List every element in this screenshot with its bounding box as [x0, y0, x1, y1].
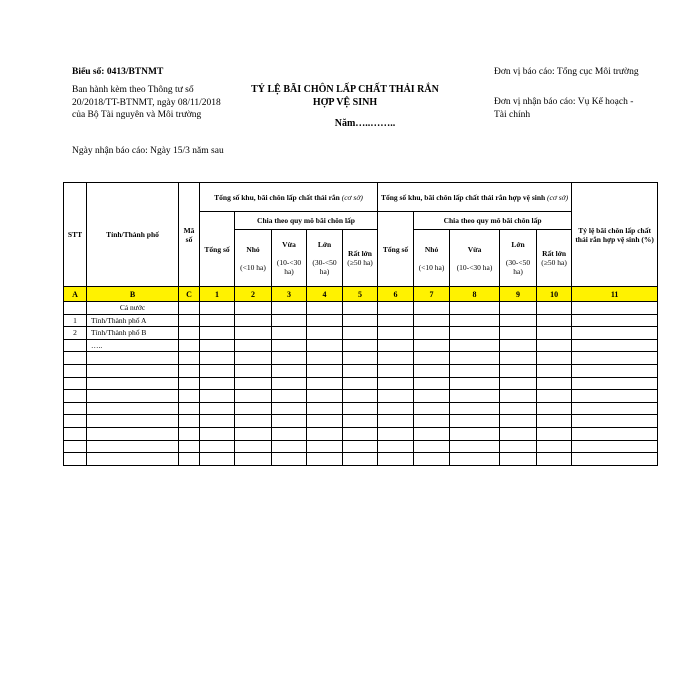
- row-value-cell[interactable]: [500, 314, 537, 327]
- row-value-cell[interactable]: [307, 339, 343, 352]
- row-value-cell[interactable]: [572, 327, 658, 340]
- row-value-cell[interactable]: [200, 314, 235, 327]
- row-value-cell[interactable]: [235, 453, 272, 466]
- table-row: [64, 339, 658, 352]
- header-total-all: Tổng số: [200, 212, 235, 287]
- column-index-cell: A: [64, 287, 87, 302]
- column-index-cell: C: [179, 287, 200, 302]
- row-value-cell[interactable]: [272, 327, 307, 340]
- column-index-cell: 4: [307, 287, 343, 302]
- row-value-cell[interactable]: [343, 390, 378, 403]
- row-value-cell[interactable]: [307, 364, 343, 377]
- row-value-cell[interactable]: [572, 352, 658, 365]
- row-value-cell[interactable]: [572, 415, 658, 428]
- row-value-cell[interactable]: [572, 427, 658, 440]
- header-province: Tỉnh/Thành phố: [87, 183, 179, 287]
- row-province-name[interactable]: Cả nước: [87, 302, 179, 315]
- row-stt[interactable]: [64, 402, 87, 415]
- row-value-cell[interactable]: [343, 302, 378, 315]
- row-value-cell[interactable]: [414, 377, 450, 390]
- row-value-cell[interactable]: [179, 327, 200, 340]
- row-value-cell[interactable]: [307, 390, 343, 403]
- row-stt[interactable]: [64, 453, 87, 466]
- table-row: [64, 314, 658, 327]
- row-province-name[interactable]: [87, 364, 179, 377]
- row-value-cell[interactable]: [235, 339, 272, 352]
- row-value-cell[interactable]: [414, 327, 450, 340]
- row-value-cell[interactable]: [414, 339, 450, 352]
- row-value-cell[interactable]: [450, 339, 500, 352]
- row-stt[interactable]: [64, 427, 87, 440]
- header-very-large-hygienic: Rất lớn (≥50 ha): [537, 230, 572, 287]
- column-index-row: [64, 287, 658, 302]
- row-value-cell[interactable]: [378, 339, 414, 352]
- row-value-cell[interactable]: [235, 352, 272, 365]
- received-date-note: Ngày nhận báo cáo: Ngày 15/3 năm sau: [72, 146, 224, 156]
- row-stt[interactable]: [64, 364, 87, 377]
- row-value-cell[interactable]: [500, 453, 537, 466]
- row-value-cell[interactable]: [500, 390, 537, 403]
- row-value-cell[interactable]: [500, 327, 537, 340]
- row-value-cell[interactable]: [200, 440, 235, 453]
- column-index-cell: 8: [450, 287, 500, 302]
- row-value-cell[interactable]: [343, 314, 378, 327]
- row-value-cell[interactable]: [450, 377, 500, 390]
- row-value-cell[interactable]: [378, 440, 414, 453]
- row-value-cell[interactable]: [179, 402, 200, 415]
- header-code: Mã số: [179, 183, 200, 287]
- row-value-cell[interactable]: [450, 302, 500, 315]
- row-value-cell[interactable]: [414, 415, 450, 428]
- row-value-cell[interactable]: [500, 302, 537, 315]
- row-value-cell[interactable]: [343, 415, 378, 428]
- report-year: Năm…..……..: [334, 118, 396, 129]
- header-total-hygienic: Tổng số: [378, 212, 414, 287]
- row-value-cell[interactable]: [200, 339, 235, 352]
- row-value-cell[interactable]: [500, 440, 537, 453]
- row-value-cell[interactable]: [572, 453, 658, 466]
- row-value-cell[interactable]: [414, 364, 450, 377]
- row-value-cell[interactable]: [414, 302, 450, 315]
- row-province-name[interactable]: [87, 415, 179, 428]
- row-stt[interactable]: [64, 302, 87, 315]
- row-value-cell[interactable]: [235, 402, 272, 415]
- row-province-name[interactable]: [87, 377, 179, 390]
- header-group-all: Tổng số khu, bãi chôn lấp chất thải rắn (cơ sở): [200, 183, 378, 212]
- row-value-cell[interactable]: [307, 427, 343, 440]
- row-value-cell[interactable]: [235, 390, 272, 403]
- row-value-cell[interactable]: [272, 415, 307, 428]
- row-value-cell[interactable]: [450, 453, 500, 466]
- row-value-cell[interactable]: [343, 364, 378, 377]
- column-index-cell: B: [87, 287, 179, 302]
- row-province-name[interactable]: [87, 427, 179, 440]
- row-value-cell[interactable]: [200, 377, 235, 390]
- row-value-cell[interactable]: [179, 390, 200, 403]
- row-value-cell[interactable]: [414, 427, 450, 440]
- header-large-hygienic: Lớn (30-<50 ha): [500, 230, 537, 287]
- row-value-cell[interactable]: [343, 352, 378, 365]
- row-value-cell[interactable]: [378, 314, 414, 327]
- table-row: [64, 327, 658, 340]
- row-value-cell[interactable]: [235, 415, 272, 428]
- row-value-cell[interactable]: [235, 440, 272, 453]
- table-row: [64, 377, 658, 390]
- row-value-cell[interactable]: [272, 453, 307, 466]
- header-medium-all: Vừa (10-<30 ha): [272, 230, 307, 287]
- header-small-all: Nhỏ (<10 ha): [235, 230, 272, 287]
- table-row: [64, 440, 658, 453]
- row-value-cell[interactable]: [200, 302, 235, 315]
- row-value-cell[interactable]: [343, 339, 378, 352]
- row-value-cell[interactable]: [572, 440, 658, 453]
- row-value-cell[interactable]: [200, 427, 235, 440]
- column-index-cell: 2: [235, 287, 272, 302]
- row-value-cell[interactable]: [537, 440, 572, 453]
- row-value-cell[interactable]: [179, 415, 200, 428]
- row-value-cell[interactable]: [378, 390, 414, 403]
- row-value-cell[interactable]: [307, 440, 343, 453]
- row-value-cell[interactable]: [414, 440, 450, 453]
- row-value-cell[interactable]: [307, 327, 343, 340]
- row-province-name[interactable]: Tỉnh/Thành phố A: [87, 314, 179, 327]
- row-value-cell[interactable]: [272, 339, 307, 352]
- column-index-cell: 5: [343, 287, 378, 302]
- row-value-cell[interactable]: [450, 415, 500, 428]
- row-province-name[interactable]: [87, 402, 179, 415]
- row-value-cell[interactable]: [537, 377, 572, 390]
- row-value-cell[interactable]: [450, 440, 500, 453]
- header-rate: Tỷ lệ bãi chôn lấp chất thải rắn hợp vệ sinh (%): [572, 183, 658, 287]
- reporting-unit: Đơn vị báo cáo: Tổng cục Môi trường: [494, 67, 639, 77]
- row-stt[interactable]: [64, 352, 87, 365]
- row-stt[interactable]: [64, 377, 87, 390]
- header-stt: STT: [64, 183, 87, 287]
- row-value-cell[interactable]: [179, 440, 200, 453]
- row-value-cell[interactable]: [235, 364, 272, 377]
- row-value-cell[interactable]: [307, 314, 343, 327]
- row-value-cell[interactable]: [179, 339, 200, 352]
- receiving-unit: Đơn vị nhận báo cáo: Vụ Kế hoạch - Tài chính: [494, 97, 634, 120]
- row-value-cell[interactable]: [572, 402, 658, 415]
- row-value-cell[interactable]: [537, 390, 572, 403]
- row-value-cell[interactable]: [200, 402, 235, 415]
- row-value-cell[interactable]: [378, 427, 414, 440]
- row-value-cell[interactable]: [537, 415, 572, 428]
- header-group-hygienic: Tổng số khu, bãi chôn lấp chất thải rắn hợp vệ sinh (cơ sở): [378, 183, 572, 212]
- row-value-cell[interactable]: [450, 314, 500, 327]
- row-value-cell[interactable]: [307, 453, 343, 466]
- row-value-cell[interactable]: [378, 302, 414, 315]
- row-value-cell[interactable]: [179, 364, 200, 377]
- row-value-cell[interactable]: [378, 352, 414, 365]
- row-value-cell[interactable]: [179, 427, 200, 440]
- row-value-cell[interactable]: [378, 364, 414, 377]
- row-province-name[interactable]: [87, 352, 179, 365]
- row-value-cell[interactable]: [235, 377, 272, 390]
- row-value-cell[interactable]: [307, 302, 343, 315]
- row-value-cell[interactable]: [537, 339, 572, 352]
- header-medium-hygienic: Vừa (10-<30 ha): [450, 230, 500, 287]
- header-scale-all: Chia theo quy mô bãi chôn lấp: [235, 212, 378, 230]
- document-title: TỶ LỆ BÃI CHÔN LẤP CHẤT THẢI RẮN HỢP VỆ SINH: [251, 84, 439, 108]
- row-value-cell[interactable]: [500, 415, 537, 428]
- row-value-cell[interactable]: [450, 427, 500, 440]
- row-value-cell[interactable]: [414, 314, 450, 327]
- table-row: [64, 364, 658, 377]
- row-value-cell[interactable]: [414, 352, 450, 365]
- column-index-cell: 11: [572, 287, 658, 302]
- row-value-cell[interactable]: [500, 377, 537, 390]
- column-index-cell: 3: [272, 287, 307, 302]
- row-value-cell[interactable]: [500, 364, 537, 377]
- row-value-cell[interactable]: [343, 377, 378, 390]
- row-value-cell[interactable]: [272, 364, 307, 377]
- table-row: [64, 352, 658, 365]
- row-value-cell[interactable]: [378, 327, 414, 340]
- row-stt[interactable]: [64, 390, 87, 403]
- row-value-cell[interactable]: [572, 390, 658, 403]
- column-index-cell: 7: [414, 287, 450, 302]
- column-index-cell: 10: [537, 287, 572, 302]
- table-row: [64, 302, 658, 315]
- row-value-cell[interactable]: [179, 302, 200, 315]
- table-row: [64, 415, 658, 428]
- row-value-cell[interactable]: [378, 402, 414, 415]
- row-value-cell[interactable]: [537, 327, 572, 340]
- form-code: Biểu số: 0413/BTNMT: [72, 67, 164, 77]
- row-value-cell[interactable]: [235, 302, 272, 315]
- row-value-cell[interactable]: [272, 402, 307, 415]
- header-large-all: Lớn (30-<50 ha): [307, 230, 343, 287]
- row-value-cell[interactable]: [343, 440, 378, 453]
- row-value-cell[interactable]: [272, 314, 307, 327]
- row-value-cell[interactable]: [378, 377, 414, 390]
- table-row: [64, 453, 658, 466]
- row-value-cell[interactable]: [235, 314, 272, 327]
- row-value-cell[interactable]: [343, 327, 378, 340]
- row-value-cell[interactable]: [343, 453, 378, 466]
- row-value-cell[interactable]: [235, 427, 272, 440]
- row-value-cell[interactable]: [572, 339, 658, 352]
- table-row: [64, 402, 658, 415]
- row-value-cell[interactable]: [450, 364, 500, 377]
- header-very-large-all: Rất lớn (≥50 ha): [343, 230, 378, 287]
- column-index-cell: 1: [200, 287, 235, 302]
- row-value-cell[interactable]: [343, 427, 378, 440]
- row-value-cell[interactable]: [414, 402, 450, 415]
- row-value-cell[interactable]: [200, 327, 235, 340]
- row-value-cell[interactable]: [537, 427, 572, 440]
- row-value-cell[interactable]: [307, 402, 343, 415]
- row-value-cell[interactable]: [179, 352, 200, 365]
- table-row: [64, 427, 658, 440]
- row-value-cell[interactable]: [307, 415, 343, 428]
- row-value-cell[interactable]: [200, 364, 235, 377]
- row-stt[interactable]: 2: [64, 327, 87, 340]
- row-value-cell[interactable]: [179, 377, 200, 390]
- row-value-cell[interactable]: [537, 402, 572, 415]
- row-value-cell[interactable]: [272, 377, 307, 390]
- row-value-cell[interactable]: [272, 352, 307, 365]
- row-value-cell[interactable]: [537, 302, 572, 315]
- row-value-cell[interactable]: [572, 302, 658, 315]
- row-value-cell[interactable]: [272, 390, 307, 403]
- row-stt[interactable]: [64, 415, 87, 428]
- row-value-cell[interactable]: [179, 314, 200, 327]
- row-value-cell[interactable]: [200, 415, 235, 428]
- row-province-name[interactable]: Tỉnh/Thành phố B: [87, 327, 179, 340]
- row-value-cell[interactable]: [378, 453, 414, 466]
- row-stt[interactable]: 1: [64, 314, 87, 327]
- column-index-cell: 9: [500, 287, 537, 302]
- row-value-cell[interactable]: [378, 415, 414, 428]
- row-value-cell[interactable]: [537, 352, 572, 365]
- row-province-name[interactable]: [87, 453, 179, 466]
- row-value-cell[interactable]: [572, 377, 658, 390]
- row-province-name[interactable]: [87, 390, 179, 403]
- row-value-cell[interactable]: [450, 352, 500, 365]
- row-province-name[interactable]: [87, 440, 179, 453]
- row-value-cell[interactable]: [414, 390, 450, 403]
- row-value-cell[interactable]: [235, 327, 272, 340]
- row-value-cell[interactable]: [450, 402, 500, 415]
- row-value-cell[interactable]: [450, 327, 500, 340]
- row-value-cell[interactable]: [500, 427, 537, 440]
- issued-by-note: Ban hành kèm theo Thông tư số 20/2018/TT-BTNMT, ngày 08/11/2018 của Bộ Tài nguyên và Môi trường: [72, 85, 221, 120]
- row-value-cell[interactable]: [307, 352, 343, 365]
- statistics-table: [63, 182, 658, 466]
- row-value-cell[interactable]: [537, 453, 572, 466]
- row-value-cell[interactable]: [500, 352, 537, 365]
- column-index-cell: 6: [378, 287, 414, 302]
- header-scale-hygienic: Chia theo quy mô bãi chôn lấp: [414, 212, 572, 230]
- row-value-cell[interactable]: [537, 314, 572, 327]
- row-value-cell[interactable]: [272, 440, 307, 453]
- row-stt[interactable]: [64, 339, 87, 352]
- row-value-cell[interactable]: [500, 402, 537, 415]
- row-value-cell[interactable]: [537, 364, 572, 377]
- row-value-cell[interactable]: [200, 390, 235, 403]
- row-stt[interactable]: [64, 440, 87, 453]
- row-value-cell[interactable]: [200, 453, 235, 466]
- row-value-cell[interactable]: [414, 453, 450, 466]
- row-value-cell[interactable]: [572, 314, 658, 327]
- row-value-cell[interactable]: [307, 377, 343, 390]
- header-small-hygienic: Nhỏ (<10 ha): [414, 230, 450, 287]
- row-value-cell[interactable]: [343, 402, 378, 415]
- table-row: [64, 390, 658, 403]
- row-value-cell[interactable]: [450, 390, 500, 403]
- row-value-cell[interactable]: [179, 453, 200, 466]
- row-value-cell[interactable]: [572, 364, 658, 377]
- row-province-name[interactable]: …..: [87, 339, 179, 352]
- row-value-cell[interactable]: [200, 352, 235, 365]
- row-value-cell[interactable]: [272, 302, 307, 315]
- row-value-cell[interactable]: [500, 339, 537, 352]
- row-value-cell[interactable]: [272, 427, 307, 440]
